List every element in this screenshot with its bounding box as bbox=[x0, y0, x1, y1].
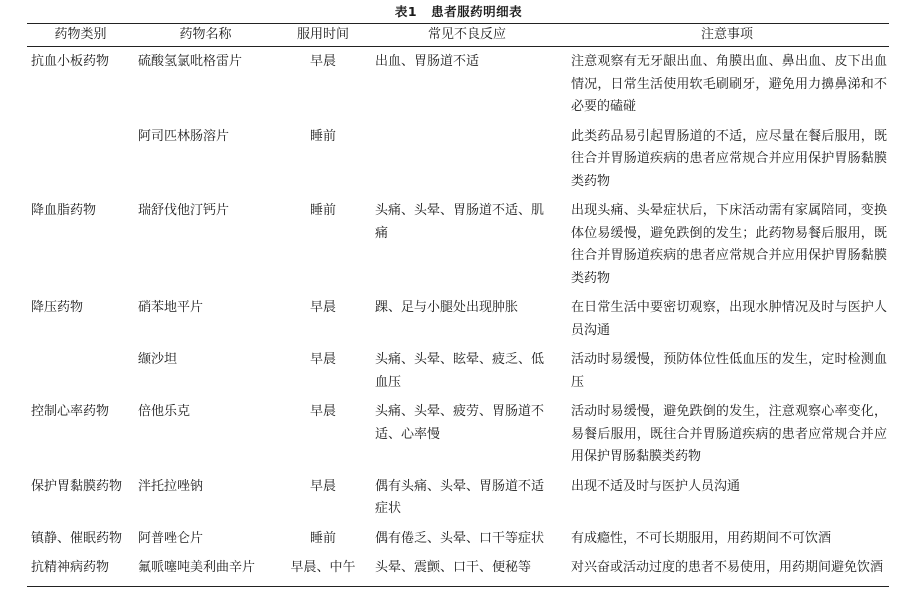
table-body bbox=[27, 47, 889, 587]
table-header bbox=[27, 24, 889, 47]
table-row bbox=[27, 400, 889, 475]
cell-drug-name: 硝苯地平片 bbox=[138, 300, 204, 315]
cell-time: 早晨 bbox=[309, 478, 336, 494]
header-category: 药物类别 bbox=[54, 27, 107, 42]
cell-category: 抗血小板药物 bbox=[31, 54, 110, 69]
cell-notes: 在日常生活中要密切观察，出现水肿情况及时与医护人员沟通 bbox=[571, 300, 887, 338]
header-row bbox=[27, 24, 889, 47]
cell-time: 早晨、中午 bbox=[290, 560, 356, 575]
cell-adverse-reactions: 偶有头痛、头晕、胃肠道不适症状 bbox=[375, 478, 545, 516]
cell-time: 睡前 bbox=[309, 530, 336, 546]
cell-notes: 注意观察有无牙龈出血、角膜出血、鼻出血、皮下出血情况，日常生活使用软毛刷刷牙，避免用力擤鼻涕和不必要的磕碰 bbox=[571, 54, 887, 114]
table-row bbox=[27, 348, 889, 400]
cell-drug-name: 泮托拉唑钠 bbox=[138, 478, 204, 494]
cell-adverse-reactions bbox=[369, 125, 565, 200]
cell-drug-name: 倍他乐克 bbox=[138, 404, 191, 419]
cell-category: 抗精神病药物 bbox=[31, 560, 110, 575]
table-number: 表1 bbox=[394, 4, 418, 19]
cell-time: 早晨 bbox=[309, 404, 336, 419]
cell-category: 保护胃黏膜药物 bbox=[31, 478, 123, 494]
cell-adverse-reactions: 头痛、头晕、胃肠道不适、肌痛 bbox=[375, 203, 545, 241]
cell-category: 控制心率药物 bbox=[31, 404, 110, 419]
cell-drug-name: 瑞舒伐他汀钙片 bbox=[138, 203, 230, 218]
cell-category bbox=[27, 125, 134, 200]
table-row bbox=[27, 296, 889, 348]
header-time: 服用时间 bbox=[296, 27, 349, 42]
cell-category: 镇静、催眠药物 bbox=[31, 530, 123, 546]
cell-adverse-reactions: 踝、足与小腿处出现肿胀 bbox=[375, 300, 519, 315]
cell-notes: 活动时易缓慢，预防体位性低血压的发生，定时检测血压 bbox=[571, 352, 887, 390]
header-notes: 注意事项 bbox=[700, 27, 753, 42]
cell-notes: 出现不适及时与医护人员沟通 bbox=[571, 478, 741, 494]
cell-notes: 对兴奋或活动过度的患者不易使用，用药期间避免饮酒 bbox=[571, 560, 884, 575]
table-row bbox=[27, 556, 889, 586]
cell-notes: 有成瘾性，不可长期服用，用药期间不可饮酒 bbox=[571, 530, 832, 546]
header-drug-name: 药物名称 bbox=[179, 27, 232, 42]
table-row bbox=[27, 475, 889, 527]
cell-time: 睡前 bbox=[309, 128, 336, 144]
table-row bbox=[27, 527, 889, 557]
cell-drug-name: 缬沙坦 bbox=[138, 352, 178, 367]
cell-category bbox=[27, 348, 134, 400]
table-row bbox=[27, 199, 889, 296]
table-row bbox=[27, 125, 889, 200]
table-title bbox=[0, 3, 917, 21]
cell-adverse-reactions: 头痛、头晕、疲劳、胃肠道不适、心率慢 bbox=[375, 404, 545, 442]
cell-drug-name: 阿普唑仑片 bbox=[138, 530, 204, 546]
header-adverse-reactions: 常见不良反应 bbox=[427, 27, 506, 42]
cell-notes: 出现头痛、头晕症状后，下床活动需有家属陪同，变换体位易缓慢，避免跌倒的发生；此药物易餐后服用，既往合并胃肠道疾病的患者应常规合并应用保护胃肠黏膜类药物 bbox=[571, 203, 887, 286]
cell-time: 早晨 bbox=[309, 54, 336, 69]
cell-drug-name: 氟哌噻吨美利曲辛片 bbox=[138, 560, 256, 575]
cell-notes: 此类药品易引起胃肠道的不适，应尽量在餐后服用，既往合并胃肠道疾病的患者应常规合并应用保护胃肠黏膜类药物 bbox=[571, 128, 887, 189]
cell-adverse-reactions: 偶有倦乏、头晕、口干等症状 bbox=[375, 530, 545, 546]
medication-table bbox=[27, 23, 889, 587]
cell-adverse-reactions: 头痛、头晕、眩晕、疲乏、低血压 bbox=[375, 352, 545, 390]
cell-adverse-reactions: 出血、胃肠道不适 bbox=[375, 54, 480, 69]
cell-category: 降血脂药物 bbox=[31, 203, 97, 218]
table-caption: 患者服药明细表 bbox=[431, 4, 523, 19]
cell-drug-name: 阿司匹林肠溶片 bbox=[138, 128, 230, 144]
cell-category: 降压药物 bbox=[31, 300, 84, 315]
cell-drug-name: 硫酸氢氯吡格雷片 bbox=[138, 54, 243, 69]
table-row bbox=[27, 47, 889, 125]
cell-time: 早晨 bbox=[309, 352, 336, 367]
cell-notes: 活动时易缓慢，避免跌倒的发生，注意观察心率变化，易餐后服用，既往合并胃肠道疾病的患者应常规合并应用保护胃肠黏膜类药物 bbox=[571, 404, 887, 464]
cell-adverse-reactions: 头晕、震颤、口干、便秘等 bbox=[375, 560, 532, 575]
cell-time: 睡前 bbox=[309, 203, 336, 218]
cell-time: 早晨 bbox=[309, 300, 336, 315]
